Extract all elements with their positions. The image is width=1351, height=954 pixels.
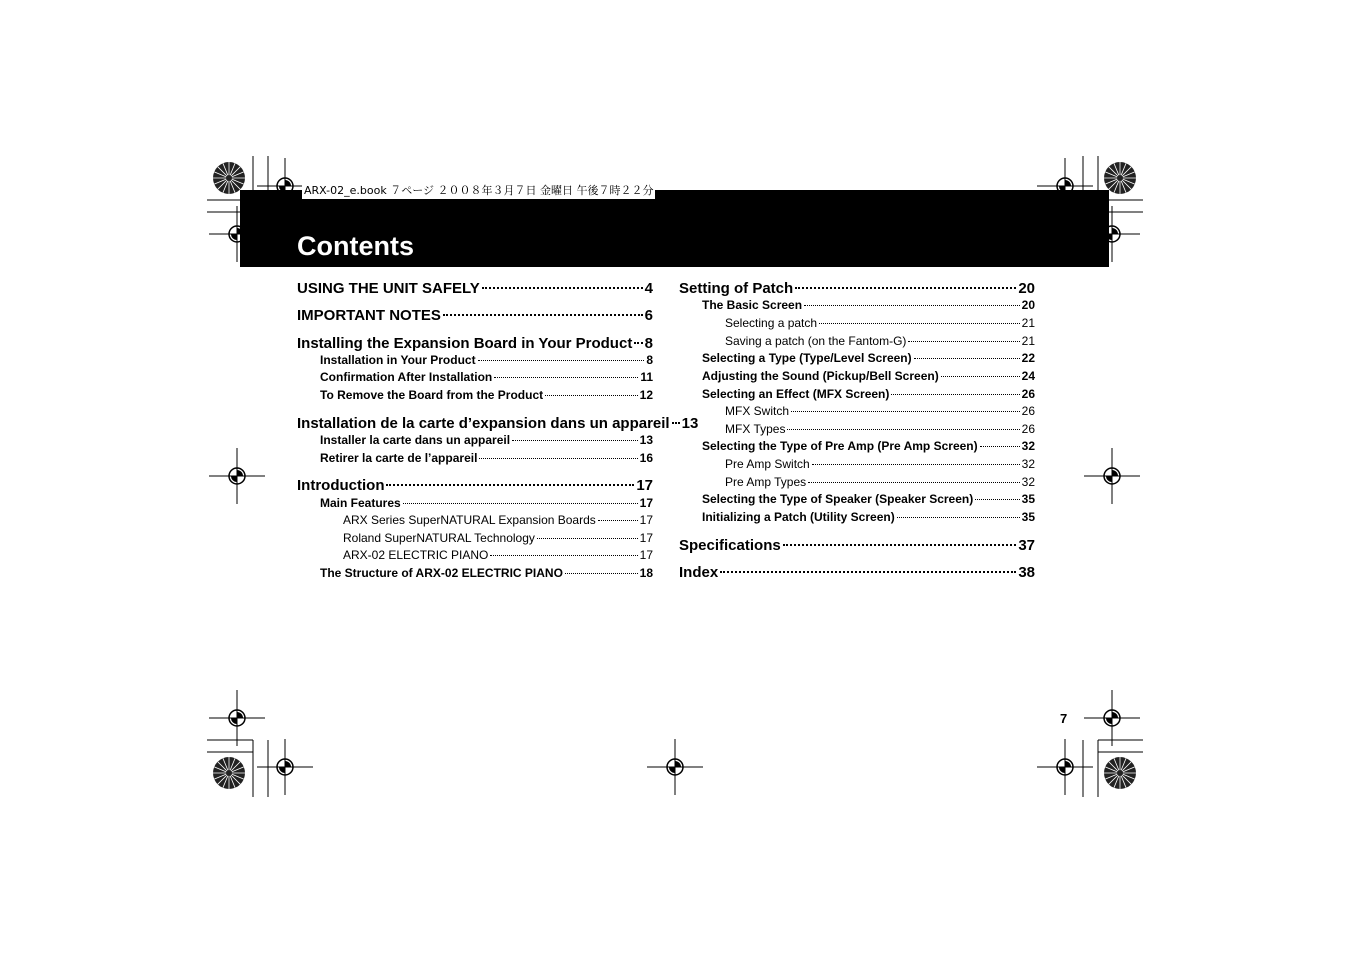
toc-entry-label: Selecting the Type of Speaker (Speaker Screen) bbox=[702, 492, 974, 506]
toc-entry-label: Retirer la carte de l’appareil bbox=[320, 451, 478, 465]
toc-entry-label: Selecting an Effect (MFX Screen) bbox=[702, 387, 890, 401]
toc-entry[interactable] bbox=[725, 474, 1035, 491]
toc-leader-dots bbox=[891, 394, 1019, 395]
toc-entry[interactable] bbox=[702, 368, 1035, 385]
toc-entry-label: Installation in Your Product bbox=[320, 353, 476, 367]
toc-entry[interactable] bbox=[320, 369, 653, 386]
toc-leader-dots bbox=[804, 305, 1020, 306]
toc-entry-page: 4 bbox=[644, 280, 653, 297]
toc-leader-dots bbox=[791, 411, 1020, 412]
toc-entry-label: Adjusting the Sound (Pickup/Bell Screen) bbox=[702, 369, 939, 383]
print-info: ARX-02_e.book ７ページ ２００８年３月７日 金曜日 午後７時２２分 bbox=[304, 184, 654, 197]
toc-entry-label: Saving a patch (on the Fantom-G) bbox=[725, 334, 907, 348]
toc-entry-label: Introduction bbox=[297, 477, 385, 494]
toc-entry-page: 17 bbox=[639, 531, 653, 545]
toc-entry[interactable] bbox=[702, 350, 1035, 367]
toc-leader-dots bbox=[783, 544, 1017, 546]
toc-leader-dots bbox=[482, 287, 643, 289]
toc-leader-dots bbox=[795, 287, 1016, 289]
toc-entry-page: 32 bbox=[1021, 457, 1035, 471]
toc-entry-page: 22 bbox=[1021, 351, 1035, 365]
toc-leader-dots bbox=[494, 377, 638, 378]
toc-entry-label: MFX Types bbox=[725, 422, 786, 436]
toc-entry-label: Selecting a patch bbox=[725, 316, 818, 330]
toc-entry[interactable] bbox=[343, 512, 653, 529]
toc-entry-label: Installation de la carte d’expansion dans un appareil bbox=[297, 415, 670, 432]
toc-entry[interactable] bbox=[702, 509, 1035, 526]
toc-entry-label: Installer la carte dans un appareil bbox=[320, 433, 511, 447]
toc-entry-label: The Structure of ARX-02 ELECTRIC PIANO bbox=[320, 566, 563, 580]
toc-leader-dots bbox=[787, 429, 1019, 430]
toc-entry[interactable] bbox=[725, 456, 1035, 473]
toc-entry-page: 26 bbox=[1021, 387, 1035, 401]
toc-entry-label: Roland SuperNATURAL Technology bbox=[343, 531, 535, 545]
toc-leader-dots bbox=[975, 499, 1019, 500]
toc-entry-page: 12 bbox=[639, 388, 653, 402]
toc-entry[interactable] bbox=[702, 386, 1035, 403]
toc-leader-dots bbox=[403, 503, 638, 504]
toc-entry-label: Index bbox=[679, 564, 719, 581]
toc-entry[interactable] bbox=[297, 305, 653, 327]
toc-entry[interactable] bbox=[320, 387, 653, 404]
toc-entry-label: Selecting a Type (Type/Level Screen) bbox=[702, 351, 912, 365]
page-title: Contents bbox=[297, 231, 414, 261]
toc-entry-page: 8 bbox=[646, 353, 653, 367]
toc-entry-page: 32 bbox=[1021, 475, 1035, 489]
toc-entry-label: Setting of Patch bbox=[679, 280, 794, 297]
toc-entry-label: MFX Switch bbox=[725, 404, 790, 418]
toc-entry-page: 20 bbox=[1018, 280, 1035, 297]
toc-leader-dots bbox=[672, 422, 680, 424]
toc-entry-label: IMPORTANT NOTES bbox=[297, 307, 441, 324]
toc-entry-label: ARX-02 ELECTRIC PIANO bbox=[343, 548, 489, 562]
toc-entry[interactable] bbox=[679, 535, 1035, 557]
toc-leader-dots bbox=[908, 341, 1019, 342]
toc-entry-page: 26 bbox=[1021, 404, 1035, 418]
toc-entry-page: 17 bbox=[639, 548, 653, 562]
toc-leader-dots bbox=[386, 484, 634, 486]
toc-entry[interactable] bbox=[320, 432, 653, 449]
toc-entry[interactable] bbox=[725, 315, 1035, 332]
toc-leader-dots bbox=[478, 360, 645, 361]
toc-leader-dots bbox=[443, 314, 643, 316]
toc-entry[interactable] bbox=[297, 475, 653, 497]
toc-entry-page: 13 bbox=[681, 415, 699, 432]
toc-entry[interactable] bbox=[702, 438, 1035, 455]
toc-entry-page: 35 bbox=[1021, 510, 1035, 524]
toc-entry-label: ARX Series SuperNATURAL Expansion Boards bbox=[343, 513, 596, 527]
toc-leader-dots bbox=[808, 482, 1019, 483]
toc-leader-dots bbox=[980, 446, 1020, 447]
toc-entry[interactable] bbox=[725, 333, 1035, 350]
toc-leader-dots bbox=[512, 440, 638, 441]
toc-leader-dots bbox=[819, 323, 1020, 324]
toc-entry-page: 17 bbox=[636, 477, 653, 494]
toc-entry-page: 6 bbox=[644, 307, 653, 324]
toc-leader-dots bbox=[490, 555, 637, 556]
toc-entry[interactable] bbox=[702, 297, 1035, 314]
toc-entry[interactable] bbox=[320, 352, 653, 369]
toc-entry-label: Installing the Expansion Board in Your Product bbox=[297, 335, 633, 352]
toc-entry[interactable] bbox=[343, 547, 653, 564]
toc-entry-page: 38 bbox=[1018, 564, 1035, 581]
toc-leader-dots bbox=[598, 520, 638, 521]
toc-entry-label: USING THE UNIT SAFELY bbox=[297, 280, 480, 297]
toc-entry-page: 20 bbox=[1021, 298, 1035, 312]
toc-entry[interactable] bbox=[725, 403, 1035, 420]
toc-entry-label: Confirmation After Installation bbox=[320, 370, 493, 384]
toc-leader-dots bbox=[634, 342, 642, 344]
toc-entry[interactable] bbox=[702, 491, 1035, 508]
toc-entry[interactable] bbox=[679, 562, 1035, 584]
toc-entry-label: The Basic Screen bbox=[702, 298, 803, 312]
toc-entry-label: Pre Amp Switch bbox=[725, 457, 810, 471]
toc-entry-label: Pre Amp Types bbox=[725, 475, 807, 489]
toc-entry-page: 8 bbox=[644, 335, 653, 352]
toc-leader-dots bbox=[720, 571, 1016, 573]
toc-entry-page: 24 bbox=[1021, 369, 1035, 383]
toc-leader-dots bbox=[914, 358, 1020, 359]
toc-entry-page: 37 bbox=[1018, 537, 1035, 554]
toc-entry-page: 32 bbox=[1021, 439, 1035, 453]
toc-entry-page: 26 bbox=[1021, 422, 1035, 436]
toc-entry-label: To Remove the Board from the Product bbox=[320, 388, 544, 402]
toc-leader-dots bbox=[479, 458, 637, 459]
toc-entry-label: Selecting the Type of Pre Amp (Pre Amp Screen) bbox=[702, 439, 978, 453]
toc-leader-dots bbox=[941, 376, 1020, 377]
toc-leader-dots bbox=[545, 395, 638, 396]
toc-entry-page: 21 bbox=[1021, 316, 1035, 330]
toc-entry-label: Specifications bbox=[679, 537, 781, 554]
toc-leader-dots bbox=[565, 573, 638, 574]
toc-leader-dots bbox=[537, 538, 638, 539]
toc-entry[interactable] bbox=[320, 450, 653, 467]
toc-entry-page: 35 bbox=[1021, 492, 1035, 506]
toc-entry-page: 13 bbox=[639, 433, 653, 447]
toc-entry-page: 18 bbox=[639, 566, 653, 580]
toc-entry-label: Main Features bbox=[320, 496, 401, 510]
toc-entry-page: 16 bbox=[639, 451, 653, 465]
toc-entry[interactable] bbox=[320, 565, 653, 582]
toc-leader-dots bbox=[897, 517, 1020, 518]
toc-entry-page: 21 bbox=[1021, 334, 1035, 348]
toc-entry[interactable] bbox=[725, 421, 1035, 438]
toc-entry[interactable] bbox=[297, 278, 653, 300]
page-number: 7 bbox=[1060, 711, 1068, 726]
toc-entry[interactable] bbox=[343, 530, 653, 547]
toc-leader-dots bbox=[812, 464, 1020, 465]
toc-entry-page: 11 bbox=[640, 370, 653, 384]
toc-entry-label: Initializing a Patch (Utility Screen) bbox=[702, 510, 895, 524]
toc-entry[interactable] bbox=[320, 495, 653, 512]
toc-entry-page: 17 bbox=[639, 513, 653, 527]
toc-entry-page: 17 bbox=[639, 496, 653, 510]
